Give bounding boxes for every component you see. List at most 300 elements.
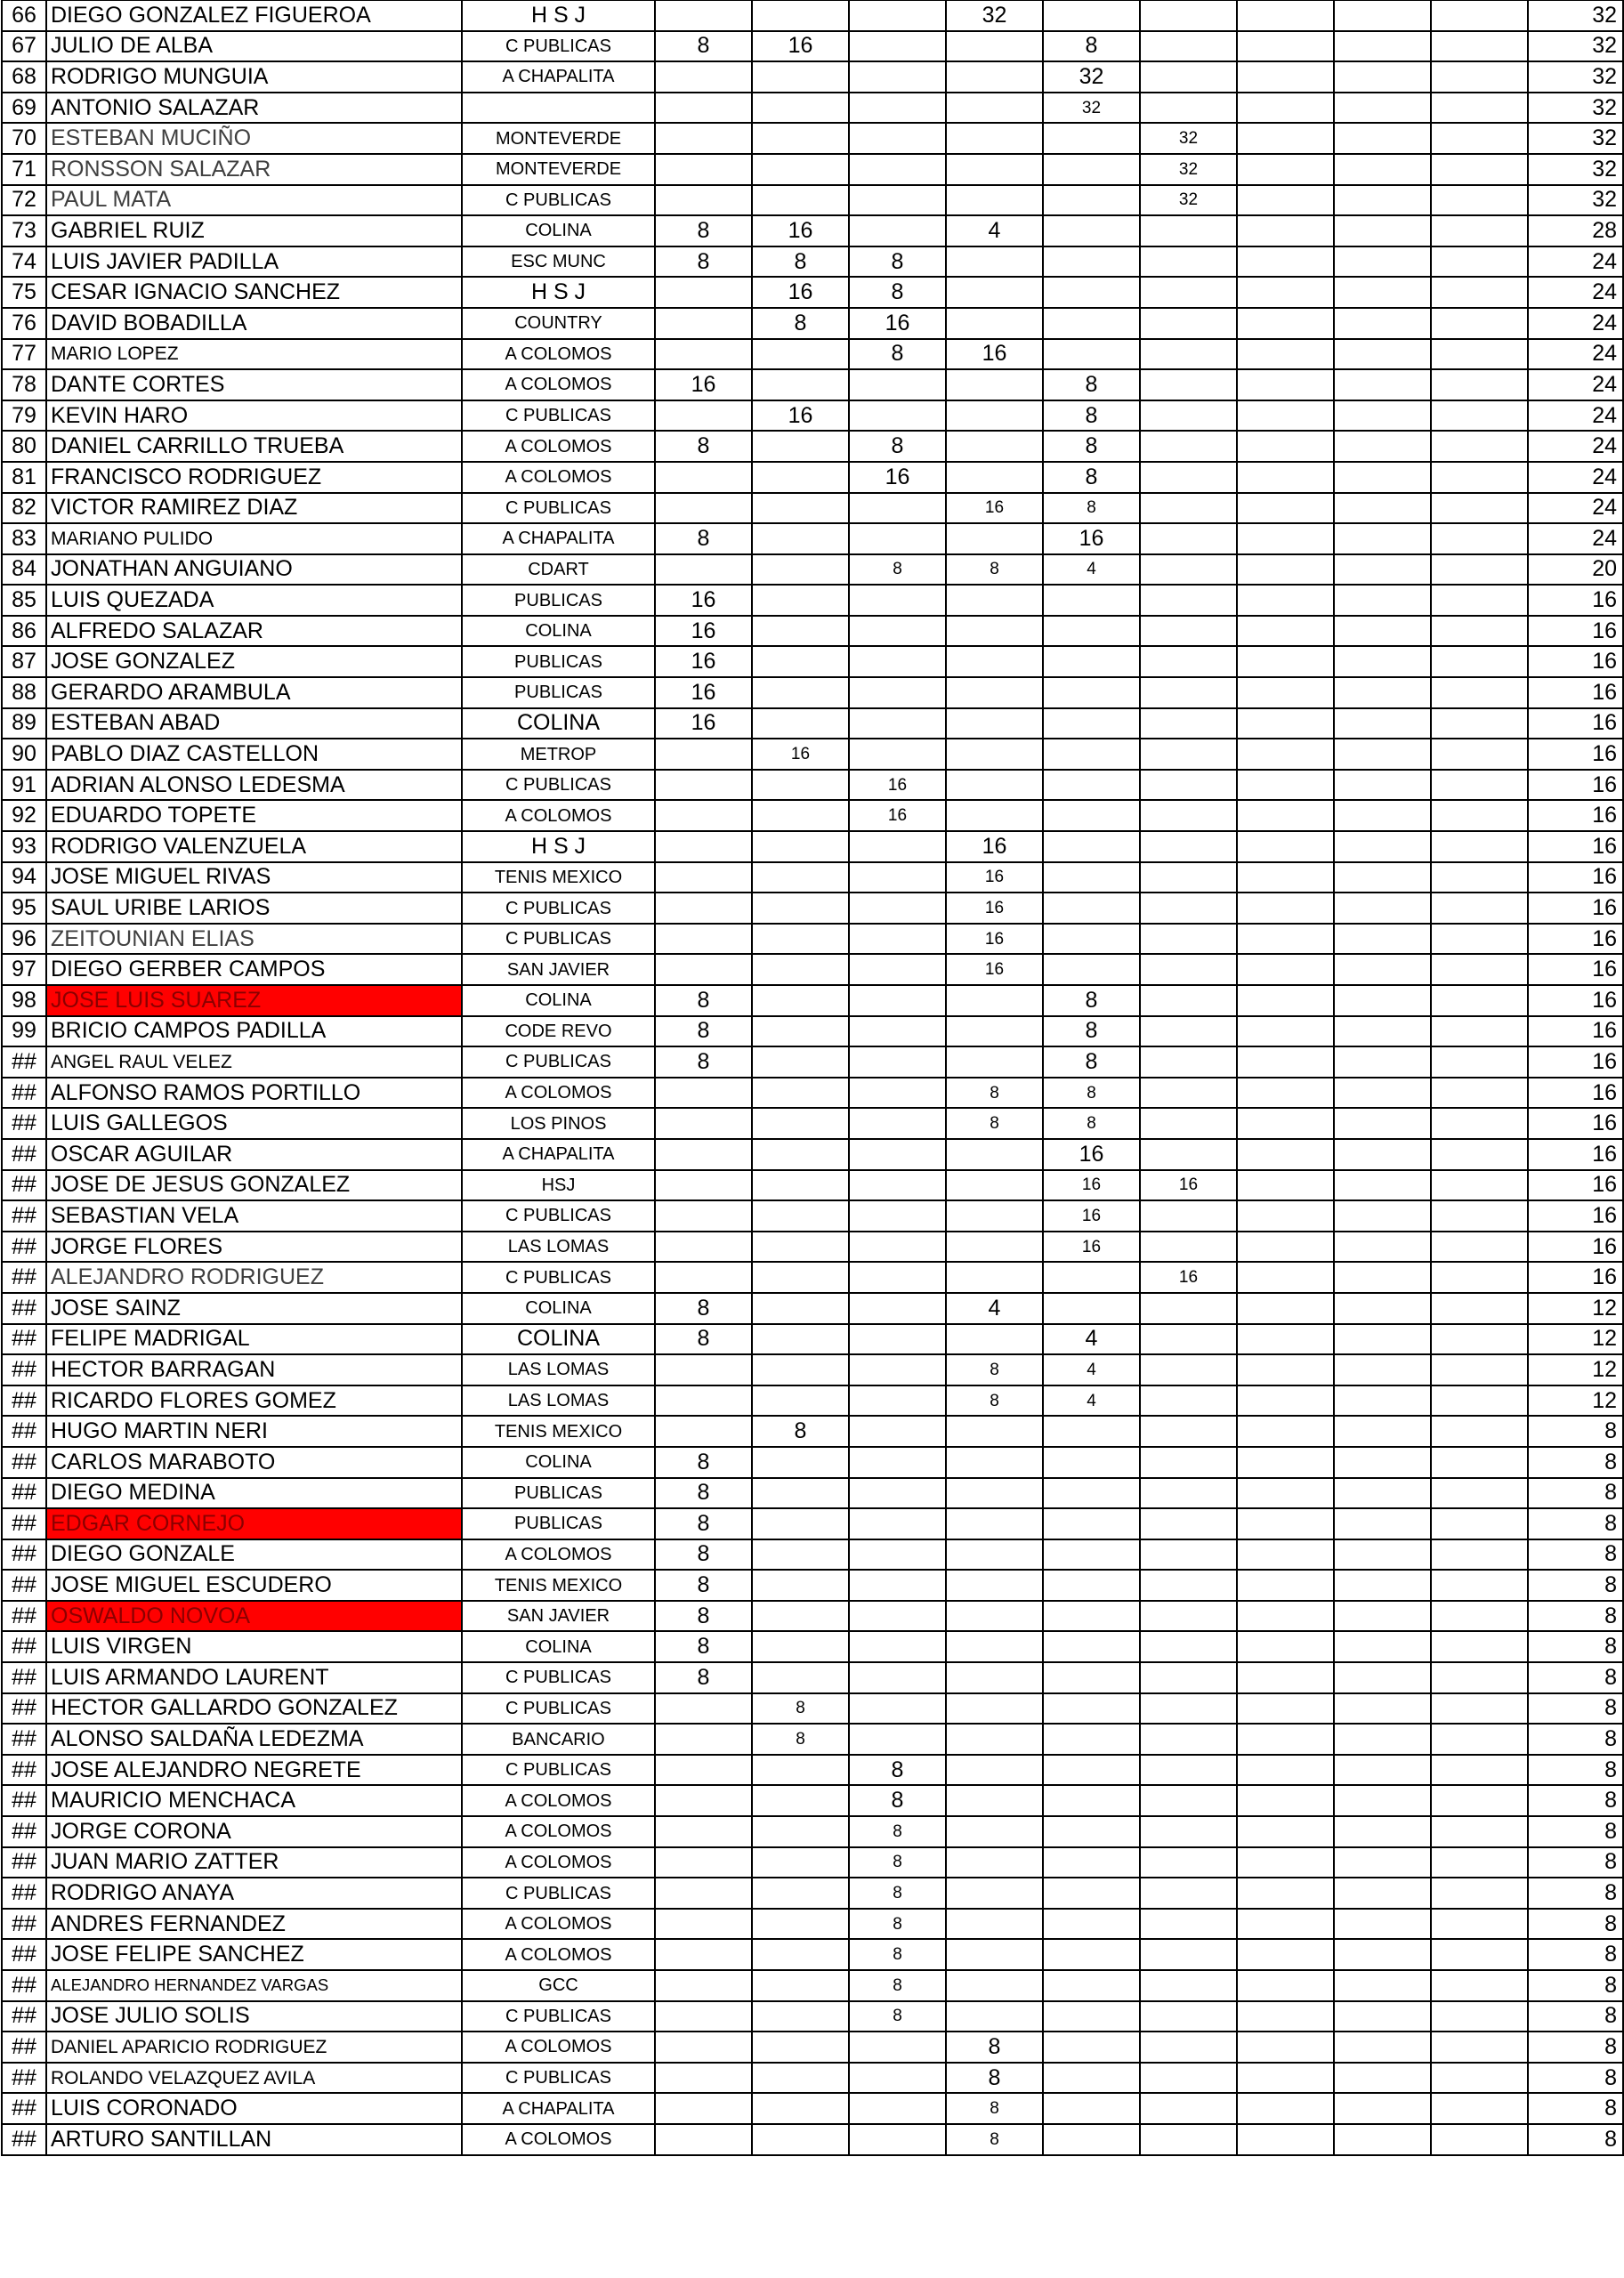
player-name-cell: KEVIN HARO bbox=[46, 400, 462, 432]
tournament-points-cell bbox=[946, 585, 1043, 616]
tournament-points-cell bbox=[752, 1878, 849, 1909]
rank-cell: 68 bbox=[2, 61, 46, 93]
tournament-points-cell bbox=[655, 2032, 752, 2063]
tournament-points-cell bbox=[1043, 1478, 1140, 1509]
tournament-points-cell bbox=[1043, 677, 1140, 708]
tournament-points-cell bbox=[1334, 2093, 1431, 2124]
tournament-points-cell: 16 bbox=[752, 31, 849, 62]
tournament-points-cell bbox=[1140, 924, 1237, 955]
tournament-points-cell bbox=[1334, 1724, 1431, 1755]
tournament-points-cell: 16 bbox=[946, 924, 1043, 955]
player-name-cell: OSCAR AGUILAR bbox=[46, 1139, 462, 1170]
tournament-points-cell bbox=[752, 1601, 849, 1632]
tournament-points-cell bbox=[1334, 1354, 1431, 1385]
tournament-points-cell bbox=[849, 1601, 946, 1632]
tournament-points-cell bbox=[752, 554, 849, 586]
rank-cell: ## bbox=[2, 1724, 46, 1755]
rank-cell: 66 bbox=[2, 1, 46, 31]
tournament-points-cell bbox=[1334, 1693, 1431, 1725]
rank-cell: 67 bbox=[2, 31, 46, 62]
tournament-points-cell: 4 bbox=[1043, 1324, 1140, 1355]
tournament-points-cell bbox=[1237, 1, 1334, 31]
total-points-cell: 8 bbox=[1528, 1724, 1623, 1755]
club-cell: COLINA bbox=[462, 215, 655, 246]
club-cell: TENIS MEXICO bbox=[462, 1570, 655, 1601]
club-cell: ESC MUNC bbox=[462, 246, 655, 278]
tournament-points-cell bbox=[1431, 1200, 1528, 1232]
tournament-points-cell bbox=[1431, 215, 1528, 246]
tournament-points-cell bbox=[1237, 2063, 1334, 2094]
rank-cell: 79 bbox=[2, 400, 46, 432]
total-points-cell: 8 bbox=[1528, 1662, 1623, 1693]
rank-cell: 94 bbox=[2, 862, 46, 893]
total-points-cell: 16 bbox=[1528, 893, 1623, 924]
tournament-points-cell bbox=[655, 1139, 752, 1170]
player-name-cell: LUIS GALLEGOS bbox=[46, 1108, 462, 1139]
table-row bbox=[2, 1693, 1623, 1725]
tournament-points-cell bbox=[752, 185, 849, 216]
table-row bbox=[2, 585, 1623, 616]
tournament-points-cell bbox=[1140, 585, 1237, 616]
tournament-points-cell bbox=[1043, 954, 1140, 985]
tournament-points-cell bbox=[1237, 2032, 1334, 2063]
tournament-points-cell bbox=[1140, 2032, 1237, 2063]
table-row bbox=[2, 1847, 1623, 1878]
tournament-points-cell bbox=[655, 1755, 752, 1786]
table-row bbox=[2, 1539, 1623, 1571]
table-row bbox=[2, 1232, 1623, 1263]
tournament-points-cell: 8 bbox=[849, 1816, 946, 1847]
table-row bbox=[2, 2032, 1623, 2063]
tournament-points-cell bbox=[1431, 708, 1528, 739]
total-points-cell: 16 bbox=[1528, 831, 1623, 862]
total-points-cell: 8 bbox=[1528, 1447, 1623, 1478]
rank-cell: 89 bbox=[2, 708, 46, 739]
tournament-points-cell bbox=[849, 1293, 946, 1324]
tournament-points-cell bbox=[946, 1693, 1043, 1725]
tournament-points-cell bbox=[1431, 462, 1528, 493]
tournament-points-cell bbox=[1431, 277, 1528, 308]
tournament-points-cell bbox=[1334, 585, 1431, 616]
player-name-cell: PAUL MATA bbox=[46, 185, 462, 216]
rank-cell: 98 bbox=[2, 985, 46, 1016]
tournament-points-cell bbox=[946, 800, 1043, 831]
total-points-cell: 16 bbox=[1528, 616, 1623, 647]
tournament-points-cell bbox=[946, 1724, 1043, 1755]
tournament-points-cell bbox=[946, 708, 1043, 739]
tournament-points-cell bbox=[655, 1078, 752, 1109]
total-points-cell: 16 bbox=[1528, 677, 1623, 708]
tournament-points-cell bbox=[1140, 1232, 1237, 1263]
tournament-points-cell bbox=[1237, 1170, 1334, 1201]
tournament-points-cell: 8 bbox=[655, 31, 752, 62]
tournament-points-cell bbox=[946, 400, 1043, 432]
tournament-points-cell bbox=[1140, 431, 1237, 462]
tournament-points-cell bbox=[752, 431, 849, 462]
tournament-points-cell: 8 bbox=[655, 1539, 752, 1571]
tournament-points-cell bbox=[752, 1262, 849, 1293]
tournament-points-cell bbox=[849, 1693, 946, 1725]
tournament-points-cell bbox=[1140, 1724, 1237, 1755]
tournament-points-cell bbox=[1043, 924, 1140, 955]
tournament-points-cell bbox=[1334, 369, 1431, 400]
tournament-points-cell bbox=[1431, 2124, 1528, 2155]
player-name-cell: GABRIEL RUIZ bbox=[46, 215, 462, 246]
tournament-points-cell bbox=[1237, 1724, 1334, 1755]
tournament-points-cell bbox=[1043, 1539, 1140, 1571]
tournament-points-cell bbox=[1237, 954, 1334, 985]
tournament-points-cell bbox=[1237, 277, 1334, 308]
tournament-points-cell bbox=[1237, 770, 1334, 801]
table-row bbox=[2, 1324, 1623, 1355]
player-name-cell: ALEJANDRO RODRIGUEZ bbox=[46, 1262, 462, 1293]
club-cell: COLINA bbox=[462, 1293, 655, 1324]
tournament-points-cell bbox=[1043, 1909, 1140, 1940]
club-cell: HSJ bbox=[462, 1170, 655, 1201]
tournament-points-cell bbox=[752, 1570, 849, 1601]
rank-cell: 82 bbox=[2, 493, 46, 524]
tournament-points-cell bbox=[1431, 369, 1528, 400]
tournament-points-cell bbox=[1334, 277, 1431, 308]
player-name-cell: CESAR IGNACIO SANCHEZ bbox=[46, 277, 462, 308]
tournament-points-cell bbox=[1043, 154, 1140, 185]
tournament-points-cell bbox=[1237, 862, 1334, 893]
tournament-points-cell bbox=[1140, 1385, 1237, 1417]
tournament-points-cell bbox=[752, 1016, 849, 1047]
tournament-points-cell bbox=[752, 93, 849, 124]
club-cell: C PUBLICAS bbox=[462, 31, 655, 62]
tournament-points-cell bbox=[752, 1631, 849, 1662]
tournament-points-cell bbox=[1237, 462, 1334, 493]
tournament-points-cell bbox=[752, 1970, 849, 2001]
tournament-points-cell bbox=[655, 154, 752, 185]
total-points-cell: 32 bbox=[1528, 61, 1623, 93]
tournament-points-cell bbox=[1140, 1539, 1237, 1571]
tournament-points-cell: 8 bbox=[1043, 493, 1140, 524]
tournament-points-cell bbox=[1140, 708, 1237, 739]
tournament-points-cell: 8 bbox=[946, 2032, 1043, 2063]
tournament-points-cell bbox=[1334, 1078, 1431, 1109]
player-name-cell: ANDRES FERNANDEZ bbox=[46, 1909, 462, 1940]
table-row bbox=[2, 431, 1623, 462]
tournament-points-cell: 8 bbox=[655, 1508, 752, 1539]
tournament-points-cell bbox=[849, 215, 946, 246]
tournament-points-cell: 16 bbox=[752, 277, 849, 308]
tournament-points-cell bbox=[1431, 339, 1528, 370]
tournament-points-cell bbox=[1043, 1293, 1140, 1324]
tournament-points-cell bbox=[1431, 1724, 1528, 1755]
tournament-points-cell bbox=[1237, 308, 1334, 339]
tournament-points-cell bbox=[1043, 1755, 1140, 1786]
total-points-cell: 8 bbox=[1528, 1478, 1623, 1509]
tournament-points-cell bbox=[1140, 1909, 1237, 1940]
tournament-points-cell bbox=[1140, 61, 1237, 93]
tournament-points-cell bbox=[1237, 523, 1334, 554]
tournament-points-cell bbox=[1043, 185, 1140, 216]
total-points-cell: 8 bbox=[1528, 1909, 1623, 1940]
table-row bbox=[2, 2001, 1623, 2032]
tournament-points-cell bbox=[1334, 1478, 1431, 1509]
tournament-points-cell: 16 bbox=[752, 400, 849, 432]
player-name-cell: ZEITOUNIAN ELIAS bbox=[46, 924, 462, 955]
tournament-points-cell bbox=[752, 985, 849, 1016]
tournament-points-cell bbox=[1237, 924, 1334, 955]
tournament-points-cell bbox=[1140, 739, 1237, 770]
tournament-points-cell bbox=[1140, 985, 1237, 1016]
tournament-points-cell bbox=[655, 739, 752, 770]
tournament-points-cell bbox=[1043, 123, 1140, 154]
total-points-cell: 8 bbox=[1528, 1816, 1623, 1847]
tournament-points-cell bbox=[1043, 1570, 1140, 1601]
club-cell: A CHAPALITA bbox=[462, 2093, 655, 2124]
tournament-points-cell bbox=[1431, 1293, 1528, 1324]
tournament-points-cell bbox=[1431, 1416, 1528, 1447]
tournament-points-cell bbox=[1431, 400, 1528, 432]
club-cell: A COLOMOS bbox=[462, 800, 655, 831]
tournament-points-cell bbox=[1237, 1878, 1334, 1909]
tournament-points-cell bbox=[946, 277, 1043, 308]
table-row bbox=[2, 893, 1623, 924]
tournament-points-cell: 8 bbox=[655, 431, 752, 462]
club-cell: BANCARIO bbox=[462, 1724, 655, 1755]
tournament-points-cell bbox=[1334, 1570, 1431, 1601]
ranking-table bbox=[1, 0, 1624, 2156]
tournament-points-cell bbox=[946, 1816, 1043, 1847]
tournament-points-cell bbox=[1237, 1939, 1334, 1970]
tournament-points-cell: 16 bbox=[946, 862, 1043, 893]
tournament-points-cell bbox=[1237, 1631, 1334, 1662]
club-cell: CDART bbox=[462, 554, 655, 586]
table-row bbox=[2, 1139, 1623, 1170]
tournament-points-cell bbox=[1140, 339, 1237, 370]
tournament-points-cell bbox=[1431, 831, 1528, 862]
tournament-points-cell: 8 bbox=[1043, 369, 1140, 400]
tournament-points-cell bbox=[1431, 1139, 1528, 1170]
club-cell: C PUBLICAS bbox=[462, 400, 655, 432]
tournament-points-cell bbox=[1237, 646, 1334, 677]
total-points-cell: 24 bbox=[1528, 493, 1623, 524]
tournament-points-cell bbox=[1334, 1878, 1431, 1909]
player-name-cell: JONATHAN ANGUIANO bbox=[46, 554, 462, 586]
table-row bbox=[2, 2093, 1623, 2124]
club-cell: CODE REVO bbox=[462, 1016, 655, 1047]
club-cell: A COLOMOS bbox=[462, 462, 655, 493]
tournament-points-cell bbox=[752, 1046, 849, 1078]
rank-cell: ## bbox=[2, 1662, 46, 1693]
player-name-cell: ADRIAN ALONSO LEDESMA bbox=[46, 770, 462, 801]
tournament-points-cell bbox=[655, 2093, 752, 2124]
tournament-points-cell: 8 bbox=[849, 431, 946, 462]
total-points-cell: 12 bbox=[1528, 1324, 1623, 1355]
tournament-points-cell bbox=[655, 93, 752, 124]
tournament-points-cell bbox=[946, 1878, 1043, 1909]
club-cell: H S J bbox=[462, 831, 655, 862]
tournament-points-cell bbox=[946, 93, 1043, 124]
total-points-cell: 16 bbox=[1528, 1170, 1623, 1201]
tournament-points-cell bbox=[1334, 831, 1431, 862]
tournament-points-cell: 8 bbox=[752, 308, 849, 339]
tournament-points-cell: 8 bbox=[849, 1847, 946, 1878]
tournament-points-cell bbox=[849, 31, 946, 62]
tournament-points-cell bbox=[1431, 1, 1528, 31]
tournament-points-cell bbox=[1043, 339, 1140, 370]
tournament-points-cell bbox=[849, 1, 946, 31]
tournament-points-cell bbox=[946, 1200, 1043, 1232]
table-row bbox=[2, 1046, 1623, 1078]
rank-cell: 88 bbox=[2, 677, 46, 708]
tournament-points-cell: 16 bbox=[946, 339, 1043, 370]
table-row bbox=[2, 2124, 1623, 2155]
tournament-points-cell bbox=[752, 585, 849, 616]
table-row bbox=[2, 1385, 1623, 1417]
tournament-points-cell bbox=[1140, 1878, 1237, 1909]
tournament-points-cell bbox=[946, 61, 1043, 93]
tournament-points-cell bbox=[849, 61, 946, 93]
tournament-points-cell bbox=[1140, 277, 1237, 308]
total-points-cell: 32 bbox=[1528, 154, 1623, 185]
tournament-points-cell bbox=[1334, 924, 1431, 955]
total-points-cell: 16 bbox=[1528, 1139, 1623, 1170]
tournament-points-cell: 32 bbox=[946, 1, 1043, 31]
club-cell: COUNTRY bbox=[462, 308, 655, 339]
tournament-points-cell bbox=[1431, 31, 1528, 62]
player-name-cell-highlighted: OSWALDO NOVOA bbox=[46, 1601, 462, 1632]
tournament-points-cell bbox=[1237, 185, 1334, 216]
tournament-points-cell: 8 bbox=[946, 2124, 1043, 2155]
club-cell: C PUBLICAS bbox=[462, 185, 655, 216]
club-cell: A CHAPALITA bbox=[462, 61, 655, 93]
tournament-points-cell bbox=[1237, 493, 1334, 524]
player-name-cell: DANIEL APARICIO RODRIGUEZ bbox=[46, 2032, 462, 2063]
club-cell: C PUBLICAS bbox=[462, 1693, 655, 1725]
rank-cell: ## bbox=[2, 1601, 46, 1632]
rank-cell: ## bbox=[2, 1078, 46, 1109]
rank-cell: ## bbox=[2, 1755, 46, 1786]
tournament-points-cell bbox=[946, 1601, 1043, 1632]
total-points-cell: 8 bbox=[1528, 2124, 1623, 2155]
tournament-points-cell bbox=[849, 2093, 946, 2124]
tournament-points-cell bbox=[1334, 1385, 1431, 1417]
tournament-points-cell: 32 bbox=[1043, 61, 1140, 93]
tournament-points-cell bbox=[1431, 93, 1528, 124]
tournament-points-cell bbox=[1140, 369, 1237, 400]
rank-cell: ## bbox=[2, 1262, 46, 1293]
tournament-points-cell bbox=[1334, 708, 1431, 739]
tournament-points-cell bbox=[655, 1170, 752, 1201]
total-points-cell: 28 bbox=[1528, 215, 1623, 246]
tournament-points-cell bbox=[849, 1385, 946, 1417]
tournament-points-cell bbox=[1140, 400, 1237, 432]
tournament-points-cell bbox=[1043, 1601, 1140, 1632]
club-cell: LOS PINOS bbox=[462, 1108, 655, 1139]
tournament-points-cell bbox=[849, 677, 946, 708]
tournament-points-cell bbox=[1140, 523, 1237, 554]
club-cell: C PUBLICAS bbox=[462, 1755, 655, 1786]
player-name-cell: JOSE MIGUEL ESCUDERO bbox=[46, 1570, 462, 1601]
tournament-points-cell bbox=[946, 1785, 1043, 1816]
tournament-points-cell bbox=[849, 123, 946, 154]
tournament-points-cell bbox=[1043, 616, 1140, 647]
tournament-points-cell: 8 bbox=[752, 1693, 849, 1725]
tournament-points-cell bbox=[1043, 800, 1140, 831]
tournament-points-cell: 16 bbox=[946, 493, 1043, 524]
tournament-points-cell bbox=[1334, 1262, 1431, 1293]
tournament-points-cell: 8 bbox=[849, 277, 946, 308]
table-row bbox=[2, 1970, 1623, 2001]
tournament-points-cell bbox=[1334, 31, 1431, 62]
tournament-points-cell bbox=[1237, 369, 1334, 400]
tournament-points-cell bbox=[1334, 1755, 1431, 1786]
tournament-points-cell bbox=[1334, 1016, 1431, 1047]
rank-cell: ## bbox=[2, 1354, 46, 1385]
tournament-points-cell bbox=[655, 1909, 752, 1940]
table-row bbox=[2, 924, 1623, 955]
tournament-points-cell bbox=[655, 1354, 752, 1385]
tournament-points-cell bbox=[1140, 800, 1237, 831]
tournament-points-cell bbox=[1334, 1170, 1431, 1201]
tournament-points-cell bbox=[849, 985, 946, 1016]
total-points-cell: 24 bbox=[1528, 369, 1623, 400]
tournament-points-cell bbox=[1043, 1970, 1140, 2001]
player-name-cell: SAUL URIBE LARIOS bbox=[46, 893, 462, 924]
tournament-points-cell bbox=[1043, 1662, 1140, 1693]
total-points-cell: 8 bbox=[1528, 2032, 1623, 2063]
player-name-cell: FRANCISCO RODRIGUEZ bbox=[46, 462, 462, 493]
tournament-points-cell bbox=[1043, 862, 1140, 893]
table-row bbox=[2, 1878, 1623, 1909]
tournament-points-cell bbox=[1140, 493, 1237, 524]
tournament-points-cell bbox=[1431, 61, 1528, 93]
tournament-points-cell bbox=[1043, 308, 1140, 339]
tournament-points-cell: 8 bbox=[946, 1385, 1043, 1417]
club-cell: A COLOMOS bbox=[462, 2032, 655, 2063]
tournament-points-cell bbox=[1334, 1847, 1431, 1878]
tournament-points-cell bbox=[1334, 739, 1431, 770]
tournament-points-cell bbox=[849, 708, 946, 739]
tournament-points-cell bbox=[752, 1232, 849, 1263]
player-name-cell: ALEJANDRO HERNANDEZ VARGAS bbox=[46, 1970, 462, 2001]
tournament-points-cell bbox=[1334, 1416, 1431, 1447]
player-name-cell: MAURICIO MENCHACA bbox=[46, 1785, 462, 1816]
tournament-points-cell bbox=[1140, 554, 1237, 586]
tournament-points-cell bbox=[752, 369, 849, 400]
tournament-points-cell bbox=[849, 1570, 946, 1601]
tournament-points-cell bbox=[946, 1909, 1043, 1940]
tournament-points-cell bbox=[1237, 1324, 1334, 1355]
tournament-points-cell bbox=[1334, 770, 1431, 801]
tournament-points-cell: 32 bbox=[1140, 185, 1237, 216]
player-name-cell: VICTOR RAMIREZ DIAZ bbox=[46, 493, 462, 524]
club-cell: A COLOMOS bbox=[462, 339, 655, 370]
total-points-cell: 16 bbox=[1528, 1016, 1623, 1047]
table-row bbox=[2, 339, 1623, 370]
total-points-cell: 24 bbox=[1528, 462, 1623, 493]
tournament-points-cell bbox=[752, 1, 849, 31]
tournament-points-cell bbox=[1334, 1139, 1431, 1170]
player-name-cell: JULIO DE ALBA bbox=[46, 31, 462, 62]
tournament-points-cell bbox=[849, 1416, 946, 1447]
tournament-points-cell bbox=[849, 1447, 946, 1478]
player-name-cell: ALONSO SALDAÑA LEDEZMA bbox=[46, 1724, 462, 1755]
tournament-points-cell bbox=[1334, 493, 1431, 524]
club-cell: A COLOMOS bbox=[462, 1939, 655, 1970]
tournament-points-cell bbox=[1043, 2124, 1140, 2155]
table-row bbox=[2, 739, 1623, 770]
club-cell: C PUBLICAS bbox=[462, 2063, 655, 2094]
tournament-points-cell bbox=[1431, 1016, 1528, 1047]
total-points-cell: 8 bbox=[1528, 1785, 1623, 1816]
tournament-points-cell bbox=[1431, 862, 1528, 893]
